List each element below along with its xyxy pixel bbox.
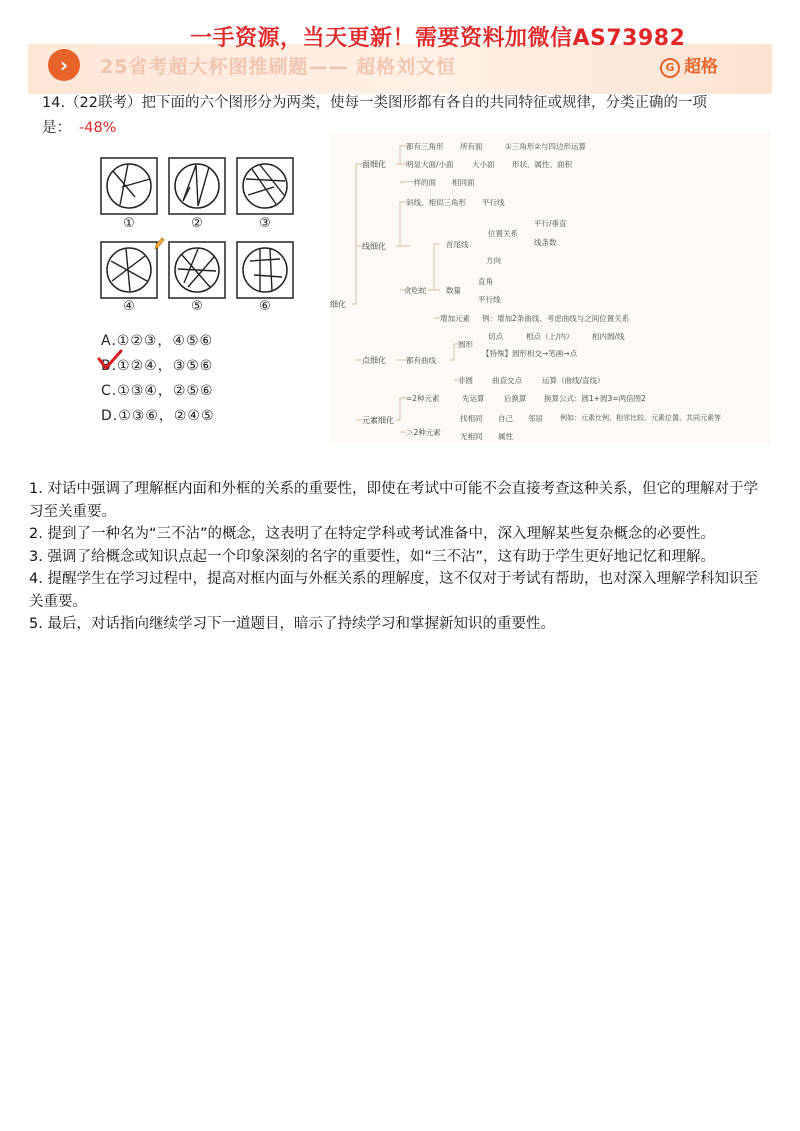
correct-rate: -48% (79, 120, 117, 136)
mindmap-node: 线条数 (534, 238, 557, 247)
logo-g-icon: G (660, 58, 680, 78)
mindmap (330, 132, 770, 444)
figure-1 (100, 157, 158, 215)
mindmap-branch: 点细化 (362, 356, 386, 365)
mindmap-branch: 面细化 (362, 160, 386, 169)
lecture-slide (28, 18, 772, 458)
summary-item: 5. 最后，对话指向继续学习下一道题目，暗示了持续学习和掌握新知识的重要性。 (29, 616, 555, 632)
watermark-text: 一手资源，当天更新！需要资料加微信AS73982 (190, 26, 686, 51)
mindmap-node: 先运算 (462, 394, 485, 403)
figure-label: ① (123, 216, 135, 231)
mindmap-branch: 线细化 (362, 242, 386, 251)
mindmap-node: 换算公式：圆1+圆3=两倍图2 (544, 394, 646, 403)
figure-6 (236, 241, 294, 299)
mindmap-node: 找相同 (460, 414, 483, 423)
mindmap-node: 切点 (488, 332, 503, 341)
mindmap-node: 都有曲线 (406, 356, 436, 365)
mindmap-node: 形状、属性、面积 (512, 160, 572, 169)
mindmap-node: 圆形 (458, 340, 473, 349)
brand-logo (660, 52, 718, 78)
mindmap-node: 相同面 (452, 178, 475, 187)
figure-2 (168, 157, 226, 215)
figure-4 (100, 241, 158, 299)
mindmap-node: 相点（上/内） (526, 332, 574, 341)
option-b[interactable]: B.①②④，③⑤⑥ (101, 358, 214, 374)
pencil-icon (153, 237, 165, 251)
mindmap-branch: 元素细化 (362, 416, 394, 425)
mindmap-node: 平行线 (478, 295, 501, 304)
mindmap-node: 一样的面 (406, 178, 436, 187)
logo-text: 超格 (684, 57, 718, 77)
question-text: 14.（22联考）把下面的六个图形分为两类，使每一类图形都有各自的共同特征或规律，分类正确的一项是： (42, 95, 708, 136)
mindmap-node: 斜线、相似三角形 (406, 198, 466, 207)
mindmap-node: 例：增加2条曲线、考虑曲线与之间位置关系 (482, 314, 630, 323)
mindmap-node: 曲直交点 (492, 376, 522, 385)
mindmap-node: 平行线 (482, 198, 505, 207)
mindmap-node: 数量 (446, 286, 461, 295)
figure-label: ② (191, 216, 203, 231)
figure-5 (168, 241, 226, 299)
option-a[interactable]: A.①②③，④⑤⑥ (101, 333, 214, 349)
figure-label: ⑥ (259, 299, 271, 314)
mindmap-node: 增加元素 (440, 314, 470, 323)
series-title: 25省考超大杯图推刷题—— 超格刘文恒 (100, 56, 457, 78)
summary-list (29, 478, 769, 636)
figure-label: ④ (123, 299, 135, 314)
summary-item: 1. 对话中强调了理解框内面和外框的关系的重要性，即使在考试中可能不会直接考查这种关系，但它的理解对于学习至关重要。 (29, 481, 758, 520)
mindmap-node: 后换算 (504, 394, 527, 403)
option-c[interactable]: C.①③④，②⑤⑥ (101, 383, 214, 399)
figure-label: ③ (259, 216, 271, 231)
mindmap-node: 所有面 (460, 142, 483, 151)
summary-item: 3. 强调了给概念或知识点起一个印象深刻的名字的重要性，如“三不沾”，这有助于学生更好地记忆和理解。 (29, 548, 715, 565)
mindmap-node: 方向 (486, 256, 501, 265)
mindmap-root: 细化 (330, 300, 346, 309)
checkmark-icon (96, 349, 124, 371)
next-arrow-icon[interactable]: › (48, 49, 80, 81)
mindmap-node: ①三角形②与四边形运算 (505, 142, 586, 151)
summary-item: 2. 提到了一种名为“三不沾”的概念，这表明了在特定学科或考试准备中，深入理解某些复杂概念的必要性。 (29, 526, 715, 542)
mindmap-node: 首尾线 (446, 240, 469, 249)
figure-3 (236, 157, 294, 215)
mindmap-node: 平行/垂直 (534, 219, 567, 228)
mindmap-node: 运算（曲线/直线） (542, 376, 605, 385)
mindmap-node: 邻居 (528, 414, 543, 423)
mindmap-node: ＞2种元素 (406, 428, 441, 437)
mindmap-node: 位置关系 (488, 229, 518, 238)
mindmap-node: 直角 (478, 277, 493, 286)
mindmap-node: 属性 (498, 432, 513, 441)
mindmap-node: =2种元素 (406, 394, 440, 403)
mindmap-node: 相内圆/线 (592, 332, 625, 341)
mindmap-node: 非圆 (458, 376, 473, 385)
mindmap-node: 【特殊】圆形相交→笔画→点 (482, 349, 578, 358)
mindmap-node: 明显大面/小面 (406, 160, 454, 169)
mindmap-node: 无相同 (460, 432, 483, 441)
option-d[interactable]: D.①③⑥，②④⑤ (101, 408, 215, 424)
mindmap-node: 自己 (498, 414, 513, 423)
mindmap-node: 例如：元素比例、相邻比较、元素位置、共同元素等 (560, 414, 721, 422)
mindmap-node: 大小面 (472, 160, 495, 169)
mindmap-node: 贪吃蛇 (404, 286, 427, 295)
figure-label: ⑤ (191, 299, 203, 314)
mindmap-node: 都有三角形 (406, 142, 444, 151)
summary-item: 4. 提醒学生在学习过程中，提高对框内面与外框关系的理解度，这不仅对于考试有帮助，也对深入理解学科知识至关重要。 (29, 571, 758, 610)
